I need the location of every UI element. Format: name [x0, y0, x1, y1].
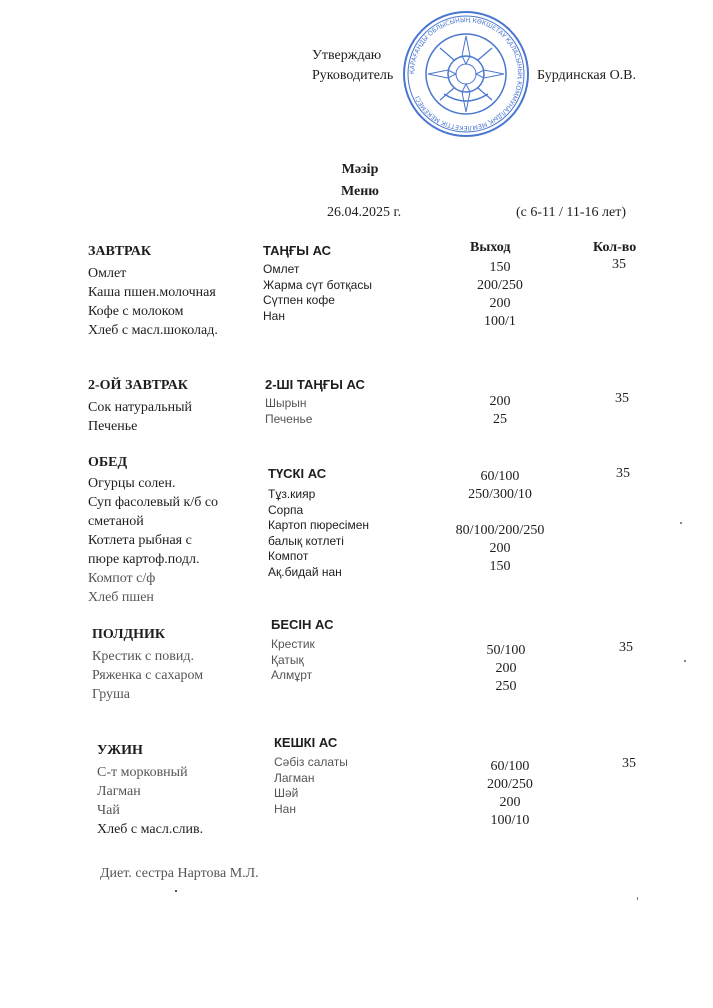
section-items-kz — [274, 755, 348, 817]
svg-text:ҚАРАҒАНДЫ ОБЛЫСЫНЫҢ КӨКШЕТАУ Қ: ҚАРАҒАНДЫ ОБЛЫСЫНЫҢ КӨКШЕТАУ ҚАЛАСЫНЫҢ КОММУНАЛДЫҚ МЕМЛЕКЕТТІК МЕКЕМЕСІ — [408, 16, 524, 132]
list-item: балық котлеті — [268, 533, 344, 548]
output-value: 100/1 — [484, 314, 516, 329]
list-item: Омлет — [88, 266, 127, 281]
list-item: Лагман — [274, 770, 315, 785]
output-value: 250/300/10 — [468, 487, 532, 502]
list-item: С-т морковный — [97, 765, 188, 780]
list-item: Лагман — [97, 784, 141, 799]
list-item: Хлеб с масл.слив. — [97, 822, 204, 837]
menu-date: 26.04.2025 г. — [327, 205, 402, 220]
approval-signer: Бурдинская О.В. — [537, 68, 637, 83]
section-outputs — [440, 468, 560, 576]
list-item: Каша пшен.молочная — [88, 285, 216, 300]
section-title-ru: 2-ОЙ ЗАВТРАК — [88, 378, 188, 393]
list-item: Сәбіз салаты — [274, 755, 348, 769]
section-title-kz: БЕСІН АС — [271, 617, 334, 632]
list-item: Картоп пюресімен — [268, 518, 370, 532]
list-item: Омлет — [263, 262, 300, 276]
menu-title-ru: Меню — [340, 184, 379, 199]
list-item: Суп фасолевый к/б со — [88, 495, 219, 510]
section-outputs — [440, 393, 560, 429]
scan-speck — [175, 890, 177, 892]
list-item: Шәй — [274, 786, 299, 800]
section-items-ru — [88, 474, 218, 607]
footer-signature: Диет. сестра Нартова М.Л. — [100, 866, 259, 881]
scan-speck — [684, 660, 686, 662]
scan-speck — [637, 897, 638, 900]
menu-title-kz: Мәзір — [341, 162, 379, 177]
section-outputs — [450, 758, 570, 830]
list-item: Кофе с молоком — [88, 304, 184, 319]
list-item: пюре картоф.подл. — [88, 552, 200, 567]
list-item: Хлеб с масл.шоколад. — [88, 323, 218, 338]
list-item: Компот с/ф — [88, 571, 156, 586]
qty-value: 35 — [619, 640, 633, 655]
output-value: 200/250 — [477, 278, 523, 293]
output-value: 200 — [495, 661, 517, 676]
section-items-kz — [268, 487, 369, 580]
list-item: Компот — [268, 549, 309, 563]
list-item: Ряженка с сахаром — [92, 668, 204, 683]
output-value: 200 — [489, 541, 511, 556]
output-value: 100/10 — [490, 813, 530, 828]
list-item: Чай — [97, 803, 120, 818]
section-items-ru — [92, 647, 203, 704]
spacer — [440, 504, 560, 522]
qty-value: 35 — [616, 466, 630, 481]
list-item: Сүтпен кофе — [263, 293, 335, 307]
list-item: Қатық — [271, 652, 304, 667]
qty-value: 35 — [615, 391, 629, 406]
section-outputs — [440, 259, 560, 331]
section-title-kz: ТАҢҒЫ АС — [263, 243, 332, 258]
output-value: 200 — [499, 795, 521, 810]
section-items-ru — [88, 264, 218, 340]
list-item: сметаной — [88, 514, 144, 529]
output-value: 200 — [489, 394, 511, 409]
section-title-kz: КЕШКІ АС — [274, 735, 338, 750]
column-output-header: Выход — [470, 240, 511, 255]
list-item: Огурцы солен. — [88, 476, 176, 491]
section-items-kz — [265, 396, 312, 427]
list-item: Крестик с повид. — [92, 649, 194, 664]
output-value: 80/100/200/250 — [455, 523, 545, 538]
section-title-kz: 2-ШІ ТАҢҒЫ АС — [265, 377, 365, 392]
list-item: Шырын — [265, 396, 307, 410]
list-item: Нан — [263, 308, 285, 323]
output-value: 50/100 — [486, 643, 526, 658]
section-title-ru: УЖИН — [97, 743, 143, 758]
list-item: Печенье — [88, 419, 138, 434]
output-value: 150 — [489, 559, 511, 574]
output-value: 200 — [489, 296, 511, 311]
list-item: Печенье — [265, 411, 313, 426]
section-title-ru: ПОЛДНИК — [92, 627, 166, 642]
section-items-kz — [271, 637, 315, 684]
seal-stamp-icon — [400, 8, 532, 140]
scan-speck — [680, 522, 682, 524]
output-value: 250 — [495, 679, 517, 694]
list-item: Хлеб пшен — [88, 590, 154, 605]
section-title-kz: ТҮСКІ АС — [268, 466, 327, 481]
qty-value: 35 — [622, 756, 636, 771]
approval-line-2: Руководитель — [312, 68, 394, 83]
output-value: 60/100 — [490, 759, 530, 774]
output-value: 150 — [489, 260, 511, 275]
age-range: (с 6-11 / 11-16 лет) — [516, 205, 627, 220]
section-outputs — [446, 642, 566, 696]
output-value: 60/100 — [480, 469, 520, 484]
section-title-ru: ЗАВТРАК — [88, 244, 152, 259]
list-item: Алмұрт — [271, 668, 313, 682]
column-qty-header: Кол-во — [593, 240, 637, 255]
output-value: 200/250 — [487, 777, 533, 792]
list-item: Сок натуральный — [88, 400, 193, 415]
output-value: 25 — [493, 412, 507, 427]
list-item: Ақ.бидай нан — [268, 564, 342, 579]
list-item: Нан — [274, 801, 296, 816]
list-item: Котлета рыбная с — [88, 533, 192, 548]
section-items-ru — [97, 763, 203, 839]
list-item: Крестик — [271, 637, 315, 651]
section-title-ru: ОБЕД — [88, 455, 128, 470]
approval-line-1: Утверждаю — [312, 48, 382, 63]
list-item: Жарма сүт ботқасы — [263, 277, 372, 292]
list-item: Сорпа — [268, 502, 304, 517]
list-item: Тұз.кияр — [268, 487, 316, 501]
section-items-kz — [263, 262, 372, 324]
qty-value: 35 — [612, 257, 626, 272]
section-items-ru — [88, 398, 192, 436]
list-item: Груша — [92, 687, 131, 702]
